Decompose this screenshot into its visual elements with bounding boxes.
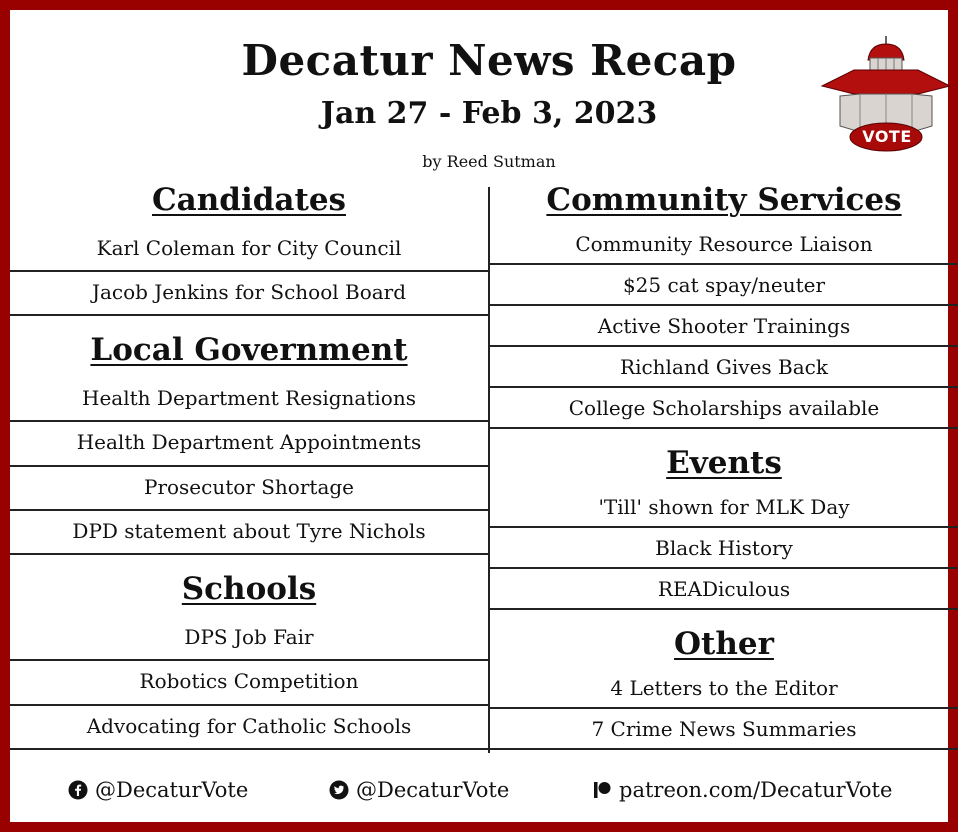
facebook-handle: @DecaturVote (95, 778, 249, 802)
row-divider (490, 748, 958, 750)
list-item: 'Till' shown for MLK Day (598, 495, 850, 519)
row-divider (490, 707, 958, 709)
row-divider (10, 553, 489, 555)
list-item: Black History (655, 536, 793, 560)
list-item: College Scholarships available (568, 396, 880, 420)
byline: by Reed Sutman (422, 152, 556, 171)
list-item: Jacob Jenkins for School Board (91, 280, 407, 304)
twitter-icon (329, 780, 349, 800)
date-range: Jan 27 - Feb 3, 2023 (320, 96, 658, 131)
facebook-link[interactable] (68, 778, 248, 802)
events-heading: Events (666, 445, 782, 481)
row-divider (10, 509, 489, 511)
other-heading: Other (674, 626, 774, 662)
row-divider (490, 345, 958, 347)
local-government-heading: Local Government (90, 332, 408, 368)
list-item: Robotics Competition (139, 669, 359, 693)
list-item: 7 Crime News Summaries (591, 717, 857, 741)
row-divider (490, 567, 958, 569)
list-item: DPS Job Fair (184, 625, 314, 649)
patreon-url: patreon.com/DecaturVote (619, 778, 893, 802)
row-divider (490, 263, 958, 265)
row-divider (490, 526, 958, 528)
row-divider (10, 748, 489, 750)
row-divider (490, 427, 958, 429)
facebook-icon (68, 780, 88, 800)
list-item: DPD statement about Tyre Nichols (72, 519, 426, 543)
list-item: Community Resource Liaison (575, 232, 873, 256)
patreon-icon (592, 780, 612, 800)
row-divider (10, 659, 489, 661)
list-item: Active Shooter Trainings (597, 314, 851, 338)
list-item: Richland Gives Back (620, 355, 828, 379)
row-divider (10, 465, 489, 467)
list-item: Prosecutor Shortage (143, 475, 355, 499)
list-item: READiculous (657, 577, 791, 601)
twitter-handle: @DecaturVote (356, 778, 510, 802)
list-item: Advocating for Catholic Schools (86, 714, 412, 738)
community-services-heading: Community Services (546, 182, 902, 218)
row-divider (10, 420, 489, 422)
twitter-link[interactable] (329, 778, 509, 802)
list-item: Health Department Appointments (76, 430, 422, 454)
row-divider (10, 704, 489, 706)
row-divider (490, 386, 958, 388)
row-divider (490, 608, 958, 610)
list-item: Karl Coleman for City Council (96, 236, 402, 260)
row-divider (10, 270, 489, 272)
logo-vote-label: VOTE (862, 127, 912, 146)
row-divider (10, 314, 489, 316)
list-item: Health Department Resignations (82, 386, 416, 410)
page-title: Decatur News Recap (241, 36, 737, 85)
list-item: $25 cat spay/neuter (622, 273, 826, 297)
candidates-heading: Candidates (151, 182, 346, 218)
row-divider (490, 304, 958, 306)
schools-heading: Schools (181, 571, 317, 607)
patreon-link[interactable] (592, 778, 892, 802)
list-item: 4 Letters to the Editor (610, 676, 838, 700)
